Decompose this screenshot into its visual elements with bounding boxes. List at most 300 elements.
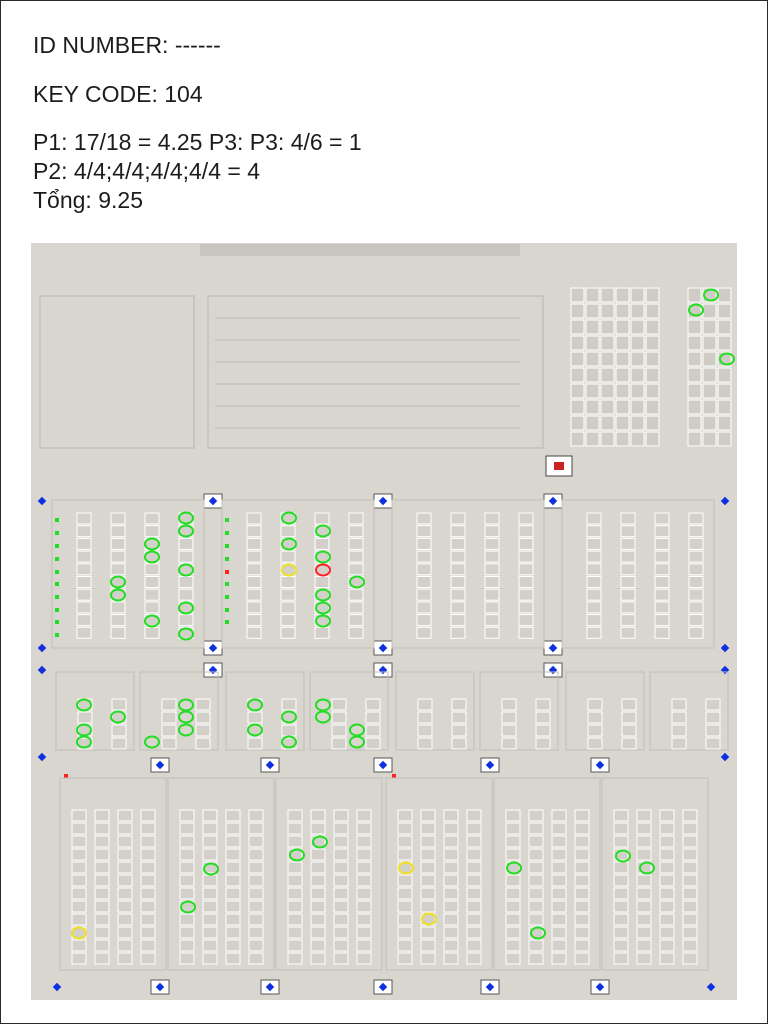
part2-bubble-cell <box>452 738 466 749</box>
part3-bubble-cell <box>506 810 520 821</box>
id-number-grid-cell <box>631 352 644 366</box>
part3-bubble-cell <box>226 953 240 964</box>
key-code-grid-cell <box>688 368 701 382</box>
id-number-label: ID NUMBER: <box>33 32 169 58</box>
id-number-grid-cell <box>631 368 644 382</box>
part1-bubble-cell <box>587 538 601 549</box>
part1-bubble-cell <box>451 513 465 524</box>
corner-anchor <box>721 497 729 505</box>
part3-bubble-cell <box>311 875 325 886</box>
part3-bubble-cell <box>529 836 543 847</box>
id-number-grid-cell <box>631 416 644 430</box>
part1-bubble-cell <box>485 589 499 600</box>
part3-bubble-cell <box>357 888 371 899</box>
part1-bubble-cell <box>145 627 159 638</box>
id-number-grid-cell <box>631 432 644 446</box>
id-number-grid-cell <box>646 352 659 366</box>
part3-bubble-cell <box>575 953 589 964</box>
part3-bubble-cell <box>334 823 348 834</box>
part1-bubble-cell <box>485 602 499 613</box>
key-code-grid-cell <box>688 288 701 302</box>
part2-detected-bubble <box>179 725 193 736</box>
part3-bubble-cell <box>575 836 589 847</box>
part3-bubble-cell <box>467 940 481 951</box>
id-number-grid-cell <box>646 416 659 430</box>
part3-bubble-cell <box>180 810 194 821</box>
part1-bubble-cell <box>145 564 159 575</box>
part3-bubble-cell <box>529 849 543 860</box>
part3-bubble-cell <box>180 914 194 925</box>
id-number-grid-cell <box>601 352 614 366</box>
id-number-grid-cell <box>601 304 614 318</box>
part3-bubble-cell <box>637 823 651 834</box>
part2-bubble-cell <box>162 738 176 749</box>
part3-bubble-cell <box>72 862 86 873</box>
part3-bubble-cell <box>683 836 697 847</box>
part2-bubble-cell <box>332 738 346 749</box>
part2-bubble-cell <box>418 712 432 723</box>
part1-bubble-cell <box>281 615 295 626</box>
part1-bubble-cell <box>417 513 431 524</box>
part3-bubble-cell <box>118 862 132 873</box>
id-number-grid-cell <box>571 336 584 350</box>
part3-bubble-cell <box>311 927 325 938</box>
part2-bubble-cell <box>706 699 720 710</box>
part1-bubble-cell <box>451 526 465 537</box>
part1-row-marker <box>225 531 229 535</box>
part2-bubble-cell <box>622 725 636 736</box>
part1-bubble-cell <box>349 615 363 626</box>
part3-bubble-cell <box>467 914 481 925</box>
part2-bubble-cell <box>588 738 602 749</box>
part3-bubble-cell <box>180 888 194 899</box>
part1-bubble-cell <box>315 538 329 549</box>
corner-anchor <box>38 666 46 674</box>
id-number-grid-cell <box>601 416 614 430</box>
center-anchor-mark <box>554 462 564 470</box>
part1-bubble-cell <box>689 513 703 524</box>
part1-bubble-cell <box>621 513 635 524</box>
part1-bubble-cell <box>485 538 499 549</box>
part3-bubble-cell <box>95 810 109 821</box>
part3-bubble-cell <box>203 927 217 938</box>
part3-bubble-cell <box>506 953 520 964</box>
part1-bubble-cell <box>655 627 669 638</box>
id-number-grid-cell <box>616 320 629 334</box>
part3-bubble-cell <box>141 875 155 886</box>
part2-bubble-cell <box>366 712 380 723</box>
id-number-grid-cell <box>616 400 629 414</box>
part3-bubble-cell <box>72 888 86 899</box>
part1-bubble-cell <box>417 589 431 600</box>
part3-bubble-cell <box>660 953 674 964</box>
part1-bubble-cell <box>621 526 635 537</box>
part3-bubble-cell <box>398 914 412 925</box>
part1-bubble-cell <box>451 627 465 638</box>
id-number-grid-cell <box>571 368 584 382</box>
part3-bubble-cell <box>660 888 674 899</box>
part2-bubble-cell <box>502 738 516 749</box>
part3-bubble-cell <box>95 901 109 912</box>
part1-bubble-cell <box>587 615 601 626</box>
part3-bubble-cell <box>357 875 371 886</box>
part1-bubble-cell <box>451 602 465 613</box>
part3-bubble-cell <box>467 927 481 938</box>
part3-bubble-cell <box>683 823 697 834</box>
part3-bubble-cell <box>467 849 481 860</box>
part3-bubble-cell <box>141 810 155 821</box>
part3-bubble-cell <box>398 836 412 847</box>
part2-bubble-cell <box>112 699 126 710</box>
part3-bubble-cell <box>660 849 674 860</box>
p3-label: P3: P3: <box>208 129 285 155</box>
part3-bubble-cell <box>467 810 481 821</box>
part1-bubble-cell <box>485 615 499 626</box>
part3-bubble-cell <box>334 914 348 925</box>
part3-bubble-cell <box>552 927 566 938</box>
part1-row-marker <box>225 544 229 548</box>
part1-bubble-cell <box>587 513 601 524</box>
part3-bubble-cell <box>311 953 325 964</box>
id-number-grid-cell <box>586 336 599 350</box>
part1-bubble-cell <box>179 589 193 600</box>
part3-bubble-cell <box>552 810 566 821</box>
part1-bubble-cell <box>417 551 431 562</box>
part3-bubble-cell <box>288 888 302 899</box>
part2-bubble-cell <box>452 699 466 710</box>
key-code-grid-cell <box>718 288 731 302</box>
part3-bubble-cell <box>203 940 217 951</box>
part1-row-marker <box>225 620 229 624</box>
id-number-grid-cell <box>601 384 614 398</box>
part2-bubble-cell <box>536 712 550 723</box>
part2-bubble-cell <box>196 699 210 710</box>
part3-bubble-cell <box>467 888 481 899</box>
key-code-grid-cell <box>718 304 731 318</box>
part3-bubble-cell <box>118 823 132 834</box>
part3-bubble-cell <box>614 914 628 925</box>
part3-bubble-cell <box>72 940 86 951</box>
part1-bubble-cell <box>417 615 431 626</box>
part1-bubble-cell <box>349 602 363 613</box>
part3-bubble-cell <box>203 901 217 912</box>
part3-bubble-cell <box>467 901 481 912</box>
part3-bubble-cell <box>311 849 325 860</box>
part1-bubble-cell <box>621 602 635 613</box>
part2-bubble-cell <box>672 725 686 736</box>
part3-bubble-cell <box>72 875 86 886</box>
part3-bubble-cell <box>226 888 240 899</box>
id-number-grid-cell <box>571 384 584 398</box>
part3-bubble-cell <box>529 953 543 964</box>
part3-bubble-cell <box>357 823 371 834</box>
part3-bubble-cell <box>421 810 435 821</box>
id-number-grid-cell <box>571 320 584 334</box>
part1-bubble-cell <box>77 577 91 588</box>
id-number-grid-cell <box>616 352 629 366</box>
part3-bubble-cell <box>683 914 697 925</box>
part1-bubble-cell <box>689 577 703 588</box>
part1-bubble-cell <box>349 513 363 524</box>
part3-bubble-cell <box>357 914 371 925</box>
part3-bubble-cell <box>529 875 543 886</box>
part1-bubble-cell <box>349 526 363 537</box>
corner-anchor <box>721 644 729 652</box>
header-info-box <box>208 296 543 448</box>
part3-bubble-cell <box>614 875 628 886</box>
part3-bubble-cell <box>118 901 132 912</box>
part3-bubble-cell <box>637 849 651 860</box>
total-score: 9.25 <box>98 187 143 213</box>
part1-bubble-cell <box>349 538 363 549</box>
id-number-grid-cell <box>616 304 629 318</box>
part3-bubble-cell <box>575 940 589 951</box>
id-number-grid-cell <box>586 320 599 334</box>
part1-bubble-cell <box>315 577 329 588</box>
p2-score: 4/4;4/4;4/4;4/4 = 4 <box>73 158 260 184</box>
part3-bubble-cell <box>311 823 325 834</box>
part3-bubble-cell <box>421 940 435 951</box>
part3-bubble-cell <box>334 927 348 938</box>
part3-bubble-cell <box>95 875 109 886</box>
part3-bubble-cell <box>614 901 628 912</box>
part3-bubble-cell <box>529 862 543 873</box>
part3-bubble-cell <box>95 823 109 834</box>
part3-bubble-cell <box>141 888 155 899</box>
id-number-line <box>33 31 221 60</box>
id-number-grid-cell <box>586 432 599 446</box>
part3-bubble-cell <box>529 940 543 951</box>
key-code-grid-cell <box>703 320 716 334</box>
part3-bubble-cell <box>529 823 543 834</box>
part3-bubble-cell <box>334 862 348 873</box>
part3-bubble-cell <box>334 849 348 860</box>
part3-bubble-cell <box>288 940 302 951</box>
part1-bubble-cell <box>689 564 703 575</box>
part3-bubble-cell <box>180 875 194 886</box>
key-code-grid-cell <box>703 400 716 414</box>
part1-bubble-cell <box>145 513 159 524</box>
key-code-grid-cell <box>688 400 701 414</box>
part3-bubble-cell <box>334 836 348 847</box>
part2-bubble-cell <box>536 738 550 749</box>
id-number-grid-cell <box>601 336 614 350</box>
part3-bubble-cell <box>683 901 697 912</box>
part3-bubble-cell <box>444 875 458 886</box>
id-number-grid-cell <box>646 304 659 318</box>
part3-bubble-cell <box>637 901 651 912</box>
id-number-grid-cell <box>616 336 629 350</box>
part3-bubble-cell <box>118 914 132 925</box>
part3-bubble-cell <box>203 953 217 964</box>
part2-bubble-cell <box>366 725 380 736</box>
key-code-grid-cell <box>688 384 701 398</box>
part3-bubble-cell <box>552 901 566 912</box>
part3-bubble-cell <box>226 927 240 938</box>
part3-bubble-cell <box>444 940 458 951</box>
part2-bubble-cell <box>452 712 466 723</box>
part2-bubble-cell <box>622 712 636 723</box>
part2-bubble-cell <box>502 699 516 710</box>
key-code-grid-cell <box>688 320 701 334</box>
part3-bubble-cell <box>288 914 302 925</box>
part1-bubble-cell <box>655 551 669 562</box>
part3-bubble-cell <box>249 901 263 912</box>
part3-bubble-cell <box>357 940 371 951</box>
part1-bubble-cell <box>621 551 635 562</box>
key-code-grid-cell <box>703 304 716 318</box>
part3-bubble-cell <box>357 927 371 938</box>
p3-score: 4/6 = 1 <box>290 129 362 155</box>
id-number-grid-cell <box>571 400 584 414</box>
part3-bubble-cell <box>529 914 543 925</box>
part3-bubble-cell <box>357 862 371 873</box>
id-number-grid-cell <box>571 432 584 446</box>
part1-bubble-cell <box>349 589 363 600</box>
part1-bubble-cell <box>145 589 159 600</box>
part3-bubble-cell <box>288 953 302 964</box>
part3-bubble-cell <box>288 810 302 821</box>
part3-bubble-cell <box>118 849 132 860</box>
key-code-grid-cell <box>703 416 716 430</box>
part3-bubble-cell <box>552 914 566 925</box>
part2-bubble-cell <box>366 738 380 749</box>
key-code-grid-cell <box>688 352 701 366</box>
part3-bubble-cell <box>334 888 348 899</box>
part3-bubble-cell <box>506 836 520 847</box>
part2-bubble-cell <box>536 699 550 710</box>
part2-bubble-cell <box>536 725 550 736</box>
part1-bubble-cell <box>77 551 91 562</box>
part3-bubble-cell <box>334 810 348 821</box>
id-number-grid-cell <box>646 288 659 302</box>
part3-bubble-cell <box>141 862 155 873</box>
part1-row-marker <box>55 608 59 612</box>
part1-bubble-cell <box>77 538 91 549</box>
part1-bubble-cell <box>77 526 91 537</box>
part3-bubble-cell <box>683 953 697 964</box>
part3-bubble-cell <box>141 849 155 860</box>
part3-bubble-cell <box>249 836 263 847</box>
part1-bubble-cell <box>247 577 261 588</box>
part3-bubble-cell <box>660 927 674 938</box>
part3-bubble-cell <box>575 823 589 834</box>
part3-bubble-cell <box>444 888 458 899</box>
part1-bubble-cell <box>655 564 669 575</box>
part1-bubble-cell <box>111 564 125 575</box>
part2-bubble-cell <box>706 725 720 736</box>
part1-bubble-cell <box>485 551 499 562</box>
part3-bubble-cell <box>506 940 520 951</box>
corner-anchor <box>707 983 715 991</box>
part3-bubble-cell <box>95 927 109 938</box>
part1-bubble-cell <box>655 615 669 626</box>
part3-bubble-cell <box>288 875 302 886</box>
part3-bubble-cell <box>552 862 566 873</box>
part3-bubble-cell <box>311 810 325 821</box>
part1-bubble-cell <box>111 602 125 613</box>
part1-row-marker <box>225 595 229 599</box>
part1-row-marker <box>55 620 59 624</box>
part1-bubble-cell <box>519 551 533 562</box>
part3-bubble-cell <box>118 953 132 964</box>
part1-bubble-cell <box>451 538 465 549</box>
part3-bubble-cell <box>506 914 520 925</box>
part3-bubble-cell <box>552 953 566 964</box>
part3-bubble-cell <box>575 862 589 873</box>
part3-bubble-cell <box>421 901 435 912</box>
part1-bubble-cell <box>281 602 295 613</box>
part3-bubble-cell <box>506 875 520 886</box>
part3-bubble-cell <box>311 888 325 899</box>
id-number-grid-cell <box>646 400 659 414</box>
part3-bubble-cell <box>249 862 263 873</box>
part3-bubble-cell <box>660 901 674 912</box>
part2-bubble-cell <box>332 712 346 723</box>
part1-bubble-cell <box>655 577 669 588</box>
part2-bubble-cell <box>588 712 602 723</box>
part1-bubble-cell <box>145 602 159 613</box>
part3-bubble-cell <box>637 914 651 925</box>
part1-bubble-cell <box>111 513 125 524</box>
part1-bubble-cell <box>145 577 159 588</box>
part1-bubble-cell <box>417 538 431 549</box>
part3-bubble-cell <box>506 901 520 912</box>
part2-bubble-cell <box>418 725 432 736</box>
part3-bubble-cell <box>203 823 217 834</box>
part1-bubble-cell <box>417 627 431 638</box>
part1-bubble-cell <box>587 627 601 638</box>
part2-detected-bubble <box>179 700 193 711</box>
part3-bubble-cell <box>637 875 651 886</box>
part3-bubble-cell <box>506 888 520 899</box>
part1-bubble-cell <box>315 627 329 638</box>
part1-bubble-cell <box>519 513 533 524</box>
part3-bubble-cell <box>95 888 109 899</box>
part1-bubble-cell <box>519 538 533 549</box>
part3-bubble-cell <box>552 875 566 886</box>
part3-bubble-cell <box>141 836 155 847</box>
id-number-grid-cell <box>616 368 629 382</box>
id-number-grid-cell <box>586 368 599 382</box>
part1-bubble-cell <box>77 564 91 575</box>
part1-bubble-cell <box>655 513 669 524</box>
part3-bubble-cell <box>421 836 435 847</box>
part3-bubble-cell <box>660 823 674 834</box>
part1-bubble-cell <box>417 526 431 537</box>
part3-bubble-cell <box>95 940 109 951</box>
part1-bubble-cell <box>451 577 465 588</box>
part1-bubble-cell <box>417 602 431 613</box>
key-code-label: KEY CODE: <box>33 81 158 107</box>
part3-bubble-cell <box>683 927 697 938</box>
part3-bubble-cell <box>203 875 217 886</box>
part3-bubble-cell <box>660 875 674 886</box>
part3-bubble-cell <box>444 927 458 938</box>
id-number-grid-cell <box>616 288 629 302</box>
part1-row-marker <box>225 518 229 522</box>
part1-bubble-cell <box>247 513 261 524</box>
part1-bubble-cell <box>485 526 499 537</box>
answer-sheet-canvas <box>31 243 737 1000</box>
part3-bubble-cell <box>118 810 132 821</box>
part2-bubble-cell <box>112 738 126 749</box>
part1-bubble-cell <box>689 526 703 537</box>
part3-bubble-cell <box>398 940 412 951</box>
key-code-grid-cell <box>718 432 731 446</box>
part1-bubble-cell <box>519 615 533 626</box>
part3-bubble-cell <box>226 836 240 847</box>
